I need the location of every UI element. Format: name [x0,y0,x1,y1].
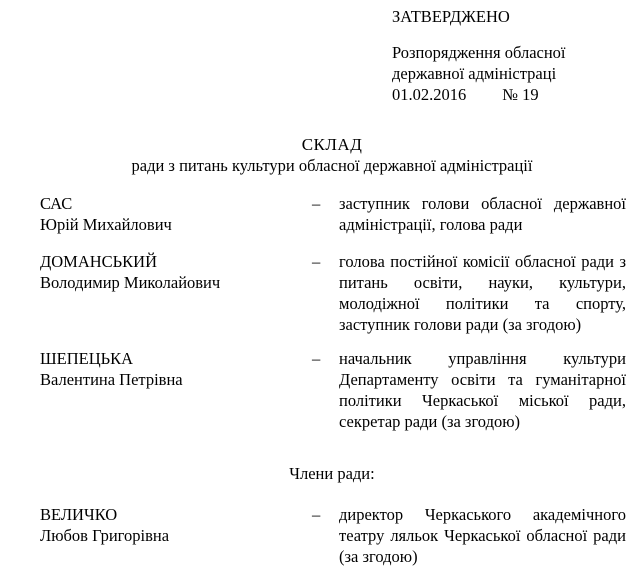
member-given-names: Валентина Петрівна [40,370,183,389]
member-dash: – [312,505,321,524]
member-surname: САС [40,194,73,213]
approval-number: № 19 [502,85,539,104]
member-given-names: Любов Григорівна [40,526,170,545]
approval-order-line-1: Розпорядження обласної [392,43,566,62]
member-name [40,251,300,293]
member-role: начальник управління культури Департаменту освіти та гуманітарної політики Черкаської міської ради, секретар ради (за згодою) [339,349,626,431]
members-section-heading: Члени ради: [289,464,375,483]
member-name [40,504,300,546]
member-role: заступник голови обласної державної адміністрації, голова ради [339,194,626,234]
approval-date-number-line [392,84,632,105]
approval-order-line-2: державної адміністраці [392,64,557,83]
document-title: СКЛАД [301,135,363,154]
member-role: директор Черкаського академічного театру ляльок Черкаської обласної ради (за згодою) [339,505,626,566]
document-heading [0,134,642,176]
member-surname: ШЕПЕЦЬКА [40,349,134,368]
member-name [40,193,300,235]
approval-date: 01.02.2016 [392,85,467,104]
member-given-names: Юрій Михайлович [40,215,172,234]
member-dash: – [312,349,321,368]
member-role: голова постійної комісії обласної ради з питань освіти, науки, культури, молодіжної політики та спорту, заступник голови ради (за згодою) [339,252,626,334]
member-dash: – [312,194,321,213]
member-surname: ВЕЛИЧКО [40,505,118,524]
approval-stamp-title: ЗАТВЕРДЖЕНО [392,7,510,26]
approval-stamp [392,6,632,105]
document-subtitle: ради з питань культури обласної державної адміністрації [131,156,533,175]
member-dash: – [312,252,321,271]
member-name [40,348,300,390]
member-given-names: Володимир Миколайович [40,273,221,292]
member-surname: ДОМАНСЬКИЙ [40,252,157,271]
